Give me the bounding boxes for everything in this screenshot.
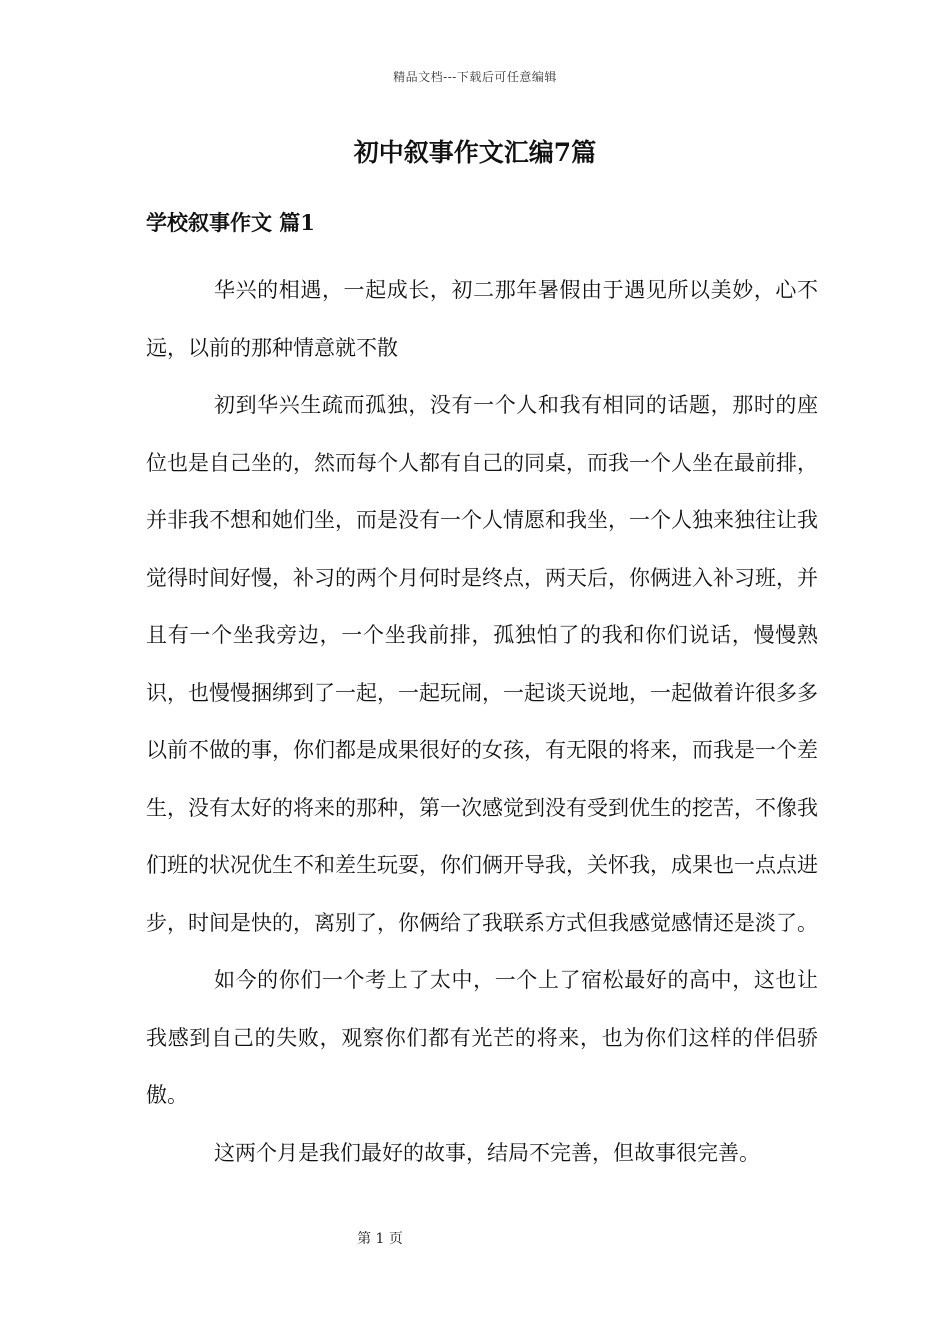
body-text bbox=[146, 262, 818, 1182]
paragraph: 初到华兴生疏而孤独，没有一个人和我有相同的话题，那时的座位也是自己坐的，然而每个人都有自己的同桌，而我一个人坐在最前排，并非我不想和她们坐，而是没有一个人情愿和我坐，一个人独来独往让我觉得时间好慢，补习的两个月何时是终点，两天后，你俩进入补习班，并且有一个坐我旁边，一个坐我前排，孤独怕了的我和你们说话，慢慢熟识，也慢慢捆绑到了一起，一起玩闹，一起谈天说地，一起做着许很多多以前不做的事，你们都是成果很好的女孩，有无限的将来，而我是一个差生，没有太好的将来的那种，第一次感觉到没有受到优生的挖苦，不像我们班的状况优生不和差生玩耍，你们俩开导我，关怀我，成果也一点点进步，时间是快的，离别了，你俩给了我联系方式但我感觉感情还是淡了。 bbox=[146, 393, 818, 935]
document-title: 初中叙事作文汇编7篇 bbox=[353, 138, 597, 167]
paragraph: 这两个月是我们最好的故事，结局不完善，但故事很完善。 bbox=[214, 1140, 760, 1165]
paragraph: 华兴的相遇，一起成长，初二那年暑假由于遇见所以美妙，心不远，以前的那种情意就不散 bbox=[146, 278, 818, 360]
page-number: 第 1 页 bbox=[357, 1231, 403, 1247]
paragraph: 如今的你们一个考上了太中，一个上了宿松最好的高中，这也让我感到自己的失败，观察你们都有光芒的将来，也为你们这样的伴侣骄傲。 bbox=[146, 968, 818, 1107]
section-heading: 学校叙事作文 篇1 bbox=[146, 210, 315, 235]
header-note: 精品文档---下载后可任意编辑 bbox=[393, 70, 557, 84]
